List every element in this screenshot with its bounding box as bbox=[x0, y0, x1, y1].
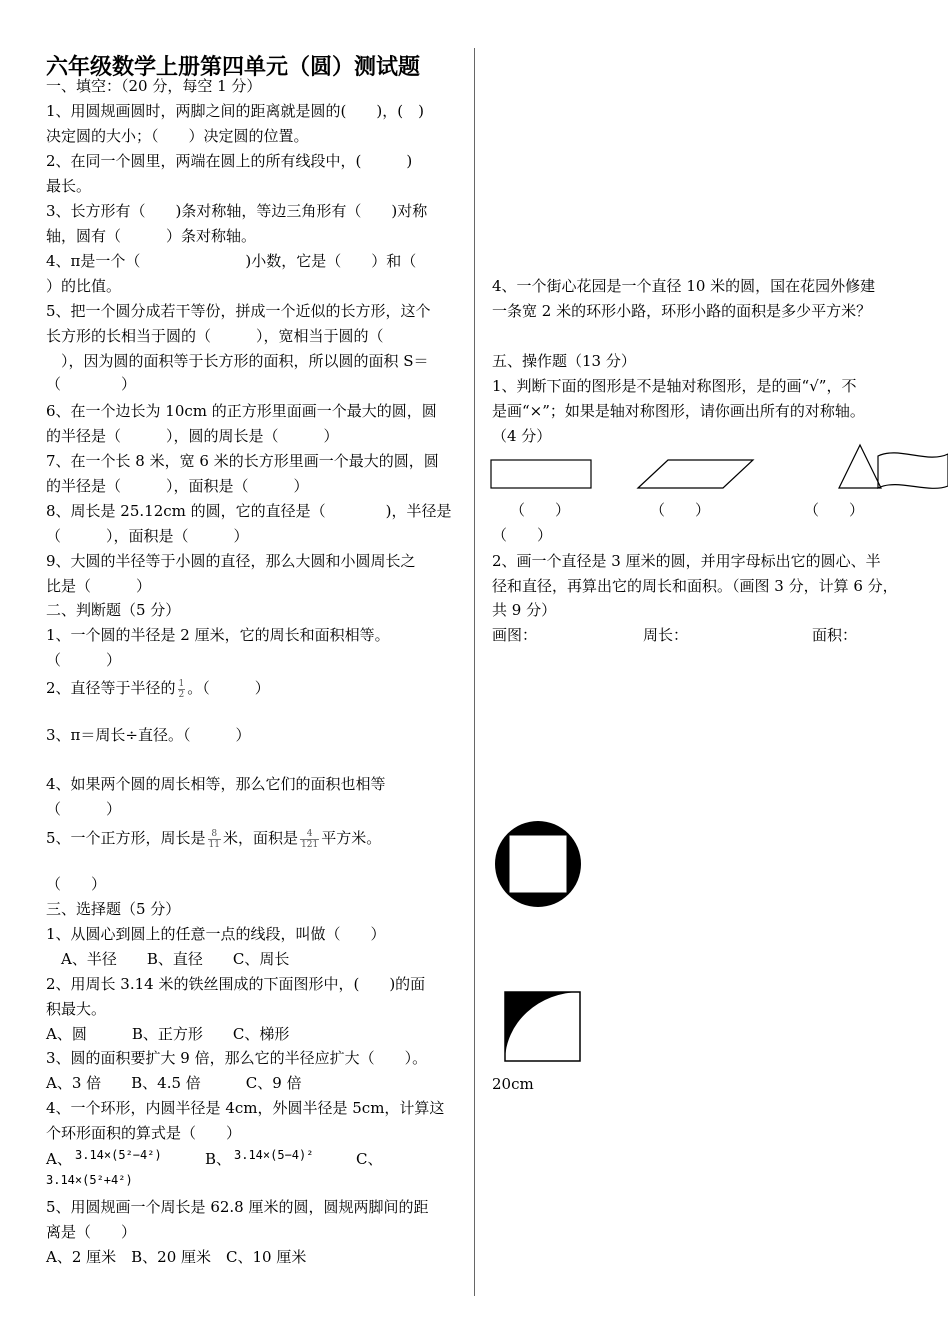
question-line: 决定圆的大小；（ ）决定圆的位置。 bbox=[46, 127, 309, 145]
question-line: 3、长方形有（ )条对称轴，等边三角形有（ )对称 bbox=[46, 202, 428, 220]
draw-label: 画图： bbox=[492, 626, 538, 644]
question-line: ），因为圆的面积等于长方形的面积，所以圆的面积 S＝ bbox=[46, 352, 429, 370]
column-divider bbox=[474, 48, 475, 1296]
question-line: （ ） bbox=[46, 651, 122, 669]
question-line: （ ） bbox=[46, 800, 122, 818]
question-line: 1、用圆规画圆时，两脚之间的距离就是圆的( )，( ) bbox=[46, 102, 424, 120]
section-choice-heading: 三、选择题（5 分） bbox=[46, 900, 181, 918]
circle-with-square-figure bbox=[494, 820, 584, 910]
question-line: 8、周长是 25.12cm 的圆，它的直径是（ )，半径是 bbox=[46, 502, 452, 520]
question-line: （ ） bbox=[46, 875, 107, 893]
question-line: 1、从圆心到圆上的任意一点的线段，叫做（ ） bbox=[46, 925, 386, 943]
option-b-label: B、 bbox=[205, 1150, 232, 1168]
question-text: 2、直径等于半径的 bbox=[46, 679, 176, 697]
formula-a: 3.14×(5²−4²) bbox=[75, 1148, 162, 1162]
question-line bbox=[46, 826, 381, 850]
fraction-4-121: $\frac{4}{121}$ bbox=[301, 828, 319, 850]
question-line: 离是（ ） bbox=[46, 1223, 137, 1241]
answer-blank: （ ） bbox=[804, 501, 865, 519]
question-line: 1、一个圆的半径是 2 厘米，它的周长和面积相等。 bbox=[46, 626, 390, 644]
question-line: 7、在一个长 8 米，宽 6 米的长方形里画一个最大的圆，圆 bbox=[46, 452, 439, 470]
quarter-circle-figure bbox=[504, 991, 584, 1063]
question-line: 的半径是（ ），圆的周长是（ ） bbox=[46, 427, 339, 445]
dimension-label: 20cm bbox=[492, 1075, 534, 1093]
rectangle-shape bbox=[491, 460, 591, 488]
symmetry-shapes bbox=[488, 440, 948, 495]
answer-options: A、圆 B、正方形 C、梯形 bbox=[46, 1025, 290, 1043]
section-true-false-heading: 二、判断题（5 分） bbox=[46, 601, 181, 619]
question-text: 5、一个正方形，周长是 bbox=[46, 829, 206, 847]
option-a-label: A、 bbox=[46, 1150, 72, 1168]
question-line: 4、一个环形，内圆半径是 4cm，外圆半径是 5cm，计算这 bbox=[46, 1099, 445, 1117]
question-line: 个环形面积的算式是（ ） bbox=[46, 1124, 242, 1142]
question-line: （ ），面积是（ ） bbox=[46, 527, 249, 545]
question-line: 是画“×”；如果是轴对称图形，请你画出所有的对称轴。 bbox=[492, 402, 865, 420]
inner-square bbox=[509, 835, 567, 893]
question-line: 9、大圆的半径等于小圆的直径，那么大圆和小圆周长之 bbox=[46, 552, 416, 570]
question-line bbox=[46, 677, 270, 700]
question-line: 1、判断下面的图形是不是轴对称图形，是的画“√”，不 bbox=[492, 377, 857, 395]
question-text: 米，面积是 bbox=[223, 829, 299, 847]
area-label: 面积： bbox=[812, 626, 858, 644]
fraction-one-half: $\frac{1}{2}$ bbox=[178, 678, 185, 700]
question-line: 4、如果两个圆的周长相等，那么它们的面积也相等 bbox=[46, 775, 386, 793]
question-line: ）的比值。 bbox=[46, 277, 122, 295]
question-line: 5、把一个圆分成若干等份，拼成一个近似的长方形，这个 bbox=[46, 302, 431, 320]
formula-c: 3.14×(5²+4²) bbox=[46, 1173, 133, 1187]
question-line: 2、在同一个圆里，两端在圆上的所有线段中，( ) bbox=[46, 152, 413, 170]
question-line: 2、画一个直径是 3 厘米的圆，并用字母标出它的圆心、半 bbox=[492, 552, 881, 570]
option-c-label: C、 bbox=[356, 1150, 383, 1168]
triangle-shape bbox=[839, 445, 881, 488]
question-line: 的半径是（ ），面积是（ ） bbox=[46, 477, 309, 495]
question-text: 。（ ） bbox=[187, 679, 270, 697]
parallelogram-shape bbox=[638, 460, 753, 488]
answer-options: A、半径 B、直径 C、周长 bbox=[46, 950, 290, 968]
question-line: 积最大。 bbox=[46, 1000, 107, 1018]
answer-options: A、2 厘米 B、20 厘米 C、10 厘米 bbox=[46, 1248, 307, 1266]
question-line: （4 分） bbox=[492, 427, 552, 445]
question-line: 比是（ ） bbox=[46, 577, 152, 595]
perimeter-label: 周长： bbox=[643, 626, 689, 644]
formula-b: 3.14×(5−4)² bbox=[234, 1148, 314, 1162]
question-line: 4、一个街心花园是一个直径 10 米的圆，国在花园外修建 bbox=[492, 277, 876, 295]
question-line: 轴，圆有（ ）条对称轴。 bbox=[46, 227, 257, 245]
question-line: 最长。 bbox=[46, 177, 92, 195]
section-operation-heading: 五、操作题（13 分） bbox=[492, 352, 636, 370]
answer-blank: （ ） bbox=[510, 501, 571, 519]
question-text: 平方米。 bbox=[321, 829, 382, 847]
answer-blank: （ ） bbox=[492, 526, 553, 544]
question-line: 2、用周长 3.14 米的铁丝围成的下面图形中，( )的面 bbox=[46, 975, 426, 993]
question-line: 5、用圆规画一个周长是 62.8 厘米的圆，圆规两脚间的距 bbox=[46, 1198, 429, 1216]
question-line: 3、π＝周长÷直径。（ ） bbox=[46, 726, 251, 744]
question-line: 共 9 分） bbox=[492, 601, 557, 619]
page-title: 六年级数学上册第四单元（圆）测试题 bbox=[46, 55, 421, 80]
question-line: 长方形的长相当于圆的（ ），宽相当于圆的（ bbox=[46, 327, 384, 345]
question-line: 3、圆的面积要扩大 9 倍，那么它的半径应扩大（ ）。 bbox=[46, 1049, 428, 1067]
question-line: 4、π是一个（ )小数，它是（ ）和（ bbox=[46, 252, 417, 270]
fraction-8-11: $\frac{8}{11}$ bbox=[208, 828, 220, 850]
question-line: 径和直径，再算出它的周长和面积。（画图 3 分，计算 6 分， bbox=[492, 577, 898, 595]
question-line: 一条宽 2 米的环形小路，环形小路的面积是多少平方米？ bbox=[492, 302, 872, 320]
answer-options: A、3 倍 B、4.5 倍 C、9 倍 bbox=[46, 1074, 302, 1092]
question-line: （ ） bbox=[46, 375, 137, 393]
question-line: 6、在一个边长为 10cm 的正方形里面画一个最大的圆，圆 bbox=[46, 402, 437, 420]
flag-shape bbox=[878, 453, 948, 488]
answer-blank: （ ） bbox=[650, 501, 711, 519]
section-fill-in-heading: 一、填空：（20 分，每空 1 分） bbox=[46, 77, 262, 95]
